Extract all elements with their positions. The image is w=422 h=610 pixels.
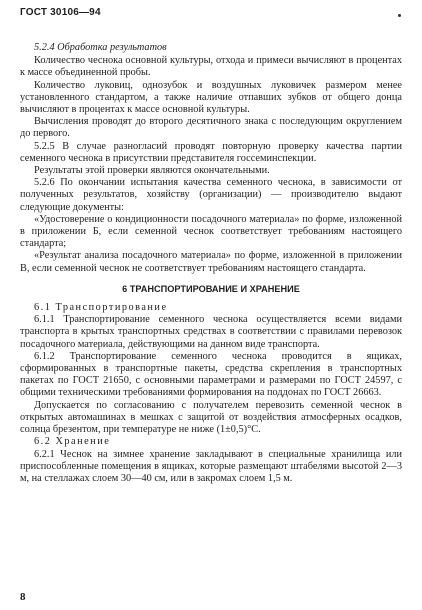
- paragraph-6-1-1: 6.1.1 Транспортирование семенного чеснока осуществляется всеми видами транспорта в крытых транспортных средствах в соответствии с правилами перевозок посадочного материала, действующими на данном виде транспорта.: [20, 314, 402, 350]
- paragraph: «Результат анализа посадочного материала» по форме, изложенной в приложении В, если семенной чеснок не соответствует требованиям настоящего стандарта.: [20, 250, 402, 274]
- paragraph: Количество луковиц, однозубок и воздушных луковичек размером менее установленного стандартом, а также наличие отпавших зубков от общего донца вычисляют в процентах к массе основной культуры.: [20, 79, 402, 116]
- section-title: 6 ТРАНСПОРТИРОВАНИЕ И ХРАНЕНИЕ: [122, 283, 300, 294]
- document-body: [20, 42, 402, 485]
- paragraph: Вычисления проводят до второго десятичного знака с последующим округлением до первого.: [20, 116, 402, 140]
- document-code-header: ГОСТ 30106—94: [20, 7, 101, 18]
- paragraph-5-2-5: 5.2.5 В случае разногласий проводят повторную проверку качества партии семенного чеснока в присутствии представителя госсеминспекции.: [20, 140, 402, 164]
- subsection-heading-6-2: 6.2 Хранение: [34, 436, 111, 448]
- paragraph: «Удостоверение о кондиционности посадочного материала» по форме, изложенной в приложении Б, если семенной чеснок соответствует требованиям настоящего стандарта;: [20, 213, 402, 250]
- subsection-heading-6-1: 6.1 Транспортирование: [34, 302, 168, 314]
- paragraph: Результаты этой проверки являются окончательными.: [34, 165, 270, 177]
- corner-mark: [398, 14, 401, 17]
- paragraph-6-2-1: 6.2.1 Чеснок на зимнее хранение закладывают в специальные хранилища или приспособленные помещения в ящиках, которые размещают штабелями высотой 2—3 м, на стеллажах слоем 30—40 см, или в закромах слоем 1,5 м.: [20, 448, 402, 484]
- paragraph: Допускается по согласованию с получателем перевозить семенной чеснок в открытых автомашинах в мешках с защитой от воздействия атмосферных осадков, солнца брезентом, при температуре не ниже (1±0,5)°С.: [20, 399, 402, 436]
- subsection-heading-5-2-4: 5.2.4 Обработка результатов: [34, 42, 167, 53]
- paragraph-5-2-6: 5.2.6 По окончании испытания качества семенного чеснока, в зависимости от полученных результатов, хозяйству (организации) — производителю выдают следующие документы:: [20, 177, 402, 213]
- paragraph-6-1-2: 6.1.2 Транспортирование семенного чеснока проводится в ящиках, сформированных в транспортные пакеты, средства скрепления в транспортных пакетах по ГОСТ 21650, с основными параметрами и размерами по ГОСТ 24597, с общими техническими требованиями формирования на поддонах по ГОСТ 26663.: [20, 350, 402, 399]
- page-number: 8: [20, 591, 26, 603]
- paragraph: Количество чеснока основной культуры, отхода и примеси вычисляют в процентах к массе объединенной пробы.: [20, 55, 402, 79]
